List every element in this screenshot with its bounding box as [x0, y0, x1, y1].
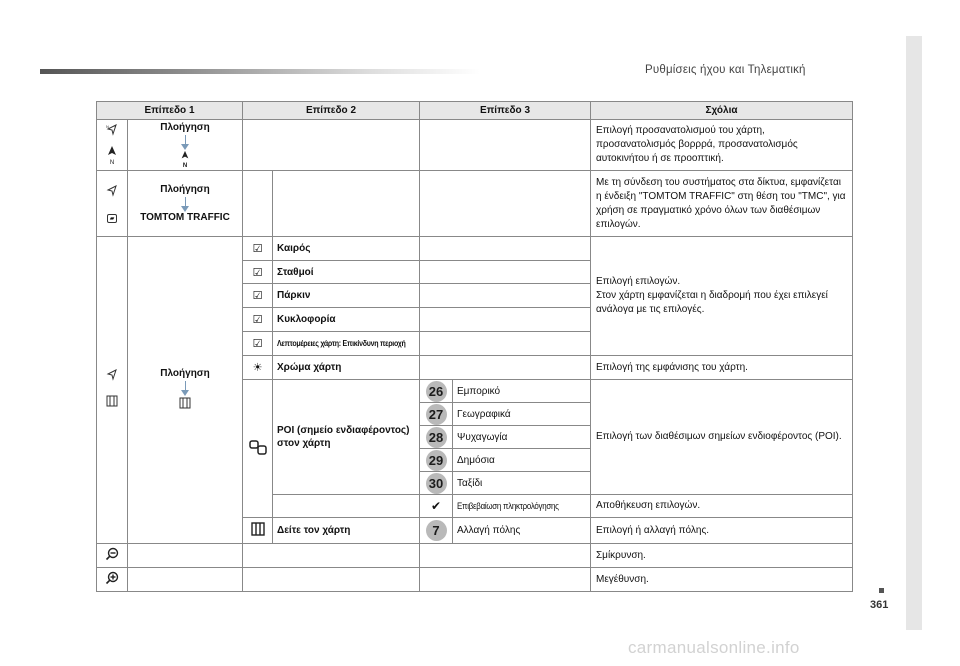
compass-icon [106, 145, 118, 160]
zoom-out-icon [105, 553, 119, 564]
level-3-cell [420, 237, 591, 261]
see-map-number-cell [420, 518, 453, 544]
table-row [97, 120, 853, 171]
zoom-in-icon [105, 577, 119, 588]
level-1-cell [128, 544, 243, 568]
compass-icon [180, 150, 190, 163]
map-color-label: Χρώμα χάρτη [273, 356, 420, 380]
row-icon-cell [97, 171, 128, 237]
poi-public: Δημόσια [453, 449, 591, 472]
page-header-title: Ρυθμίσεις ήχου και Τηλεματική [645, 64, 806, 76]
level-2-cell [243, 544, 420, 568]
poi-commercial: Εμπορικό [453, 380, 591, 403]
poi-comment-cell: Επιλογή των διαθέσιμων σημείων ενδιοφέροντος (POI). [591, 380, 853, 495]
watermark: carmanualsonline.info [628, 638, 800, 657]
level-2-cell [273, 495, 420, 518]
level-3-cell [420, 171, 591, 237]
comment-cell: Αποθήκευση επιλογών. [591, 495, 853, 518]
comment-cell: Με τη σύνδεση του συστήματος στα δίκτυα, εμφανίζεται η ένδειξη "TOMTOM TRAFFIC" στη θέση του "TMC", για χρήση σε πραγματικό χρόνο όλων των διαθέσιμων επιλογών. [591, 171, 853, 237]
level-1-cell [128, 171, 243, 237]
poi-label: POI (σημείο ενδιαφέροντος) στον χάρτη [273, 380, 420, 495]
map-book-icon [250, 529, 266, 540]
level-1-subtitle: TOMTOM TRAFFIC [140, 212, 230, 223]
comment-cell: Σμίκρυνση. [591, 544, 853, 568]
compass-letter: N [182, 162, 188, 169]
checkbox-icon-cell [243, 284, 273, 308]
comment-cell: Επιλογή ή αλλαγή πόλης. [591, 518, 853, 544]
map-settings-icon [105, 394, 119, 411]
poi-geographic: Γεωγραφικά [453, 403, 591, 426]
poi-number-badge: 30 [426, 473, 447, 494]
table-row [97, 237, 853, 261]
svg-text:N: N [106, 124, 109, 129]
poi-entertainment: Ψυχαγωγία [453, 426, 591, 449]
table-row [97, 568, 853, 592]
comment-cell: Επιλογή της εμφάνισης του χάρτη. [591, 356, 853, 380]
see-map-label: Δείτε τον χάρτη [273, 518, 420, 544]
arrow-down-icon [185, 197, 186, 206]
number-badge: 7 [426, 520, 447, 541]
options-comment-cell [591, 237, 853, 356]
level-1-cell [128, 568, 243, 592]
column-header-level-3: Επίπεδο 3 [420, 102, 591, 120]
row-icon-cell [97, 237, 128, 544]
level-1-cell [128, 237, 243, 544]
column-header-comments: Σχόλια [591, 102, 853, 120]
navigation-icon [106, 369, 118, 384]
row-icon-cell [97, 120, 128, 171]
checkbox-icon: ☑ [252, 266, 263, 279]
level-3-cell [420, 568, 591, 592]
comment-cell: Επιλογή προσανατολισμού του χάρτη, προσανατολισμός βορρρά, προσανατολισμός αυτοκινήτου ή σε προοπτική. [591, 120, 853, 171]
checkbox-icon-cell [243, 308, 273, 332]
level-3-cell [420, 308, 591, 332]
level-3-cell [420, 544, 591, 568]
level-1-title: Πλοήγηση [160, 367, 210, 379]
poi-number-badge: 26 [426, 381, 447, 402]
poi-number-cell [420, 449, 453, 472]
poi-icon [249, 448, 267, 459]
level-1-cell [128, 120, 243, 171]
level-3-cell [420, 284, 591, 308]
option-parking: Πάρκιν [273, 284, 420, 308]
level-2-icon-cell [243, 171, 273, 237]
table-row [97, 544, 853, 568]
option-traffic: Κυκλοφορία [273, 308, 420, 332]
zoom-out-icon-cell [97, 544, 128, 568]
column-header-level-2: Επίπεδο 2 [243, 102, 420, 120]
poi-number-cell [420, 403, 453, 426]
table-row [97, 171, 853, 237]
arrow-down-icon [185, 135, 186, 144]
poi-number-cell [420, 380, 453, 403]
option-stations: Σταθμοί [273, 261, 420, 284]
poi-icon-cell [243, 380, 273, 518]
map-settings-icon [178, 396, 192, 413]
change-city-label: Αλλαγή πόλης [453, 518, 591, 544]
poi-number-cell [420, 426, 453, 449]
level-3-cell [420, 120, 591, 171]
poi-number-badge: 28 [426, 427, 447, 448]
option-danger-zone [273, 332, 420, 356]
level-3-cell [420, 332, 591, 356]
poi-number-cell [420, 472, 453, 495]
poi-number-badge: 27 [426, 404, 447, 425]
column-header-level-1: Επίπεδο 1 [97, 102, 243, 120]
traffic-icon: ▰ [107, 214, 118, 223]
checkbox-icon-cell [243, 261, 273, 284]
map-color-icon-cell [243, 356, 273, 380]
level-3-cell [420, 261, 591, 284]
arrow-down-icon [185, 381, 186, 390]
page-number: 361 [870, 599, 889, 611]
confirm-icon-cell [420, 495, 453, 518]
zoom-in-icon-cell [97, 568, 128, 592]
level-2-cell [243, 568, 420, 592]
checkbox-icon-cell [243, 332, 273, 356]
level-1-title: Πλοήγηση [160, 121, 210, 133]
level-3-cell [420, 356, 591, 380]
option-weather: Καιρός [273, 237, 420, 261]
compass-letter: N [109, 160, 115, 166]
header-gradient-bar [40, 69, 480, 74]
settings-table [96, 101, 853, 592]
navigation-icon [106, 185, 118, 200]
level-1-title: Πλοήγηση [160, 184, 210, 195]
checkbox-icon: ☑ [252, 314, 263, 326]
page-marker [879, 588, 884, 593]
confirm-label-cell [453, 495, 591, 518]
checkbox-icon: ☑ [252, 290, 263, 302]
page-side-strip [906, 36, 922, 630]
poi-number-badge: 29 [426, 450, 447, 471]
level-2-cell [243, 120, 420, 171]
options-comment: Επιλογή επιλογών. Στον χάρτη εμφανίζεται η διαδρομή που έχει επιλεγεί ανάλογα με τις επιλογές. [596, 276, 828, 315]
checkbox-icon: ☑ [252, 243, 263, 255]
confirm-label: Επιβεβαίωση πληκτρολόγησης [457, 500, 559, 511]
checkmark-icon: ✔ [430, 499, 442, 513]
poi-travel: Ταξίδι [453, 472, 591, 495]
checkbox-icon: ☑ [252, 338, 263, 350]
checkbox-icon-cell [243, 237, 273, 261]
level-2-cell [273, 171, 420, 237]
navigation-icon [106, 124, 118, 139]
comment-cell: Μεγέθυνση. [591, 568, 853, 592]
see-map-icon-cell [243, 518, 273, 544]
option-danger-zone-label: Λεπτομέρειες χάρτη: Επικίνδυνη περιοχή [277, 339, 406, 348]
day-night-icon: ☀ [252, 362, 263, 374]
table-header-row [97, 102, 853, 120]
